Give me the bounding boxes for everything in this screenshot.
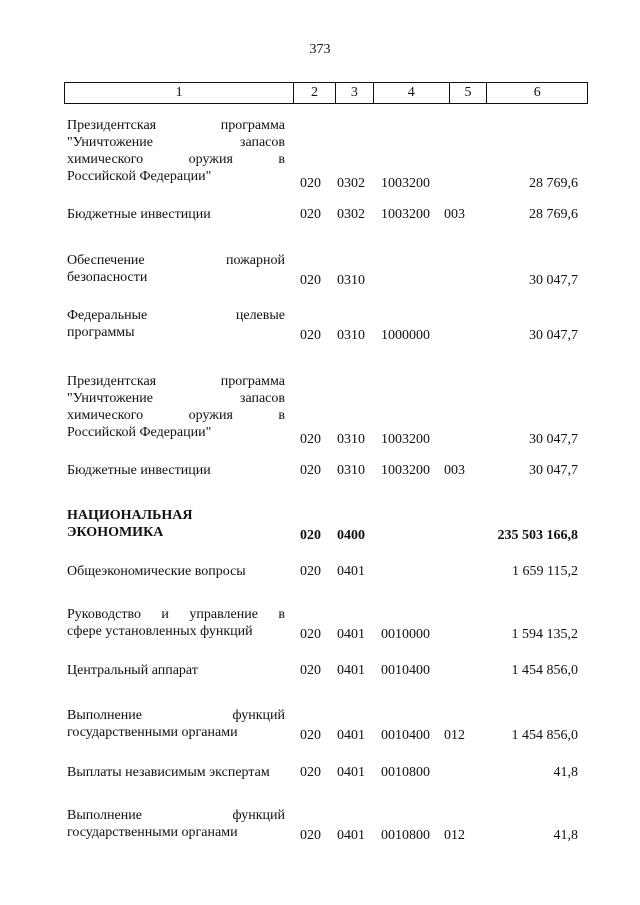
row-name [67,807,285,841]
row-name-line: государственными органами [67,725,238,740]
row-col-2: 020 [300,463,321,478]
row-col-2: 020 [300,828,321,843]
row-name-line: Выплаты независимым экспертам [67,765,270,780]
row-name-line: Выполнение функций [67,708,285,723]
header-col-3: 3 [336,83,374,103]
row-col-3: 0310 [337,273,365,288]
row-col-6: 41,8 [553,765,578,780]
row-col-2: 020 [300,564,321,579]
row-col-4: 0010800 [381,765,430,780]
row-col-6: 30 047,7 [529,273,578,288]
row-name-line: Бюджетные инвестиции [67,463,211,478]
row-name [67,563,285,580]
row-col-3: 0401 [337,564,365,579]
row-name-line: НАЦИОНАЛЬНАЯ [67,508,193,523]
header-col-6: 6 [533,85,541,100]
row-name-line: Общеэкономические вопросы [67,564,246,579]
row-name-line: Центральный аппарат [67,663,198,678]
row-name-line: Российской Федерации" [67,169,212,184]
header-col-4: 4 [374,83,450,103]
row-name-line: Президентская программа [67,374,285,389]
row-col-6: 28 769,6 [529,207,578,222]
row-name-line: программы [67,325,135,340]
row-col-3: 0401 [337,663,365,678]
row-col-5: 012 [444,828,465,843]
row-name-line: Президентская программа [67,118,285,133]
row-name [67,206,285,223]
row-col-3: 0302 [337,207,365,222]
row-col-2: 020 [300,207,321,222]
row-col-2: 020 [300,627,321,642]
row-name [67,117,285,185]
row-col-2: 020 [300,528,321,543]
row-col-4: 1003200 [381,176,430,191]
row-name-line: Обеспечение пожарной [67,253,285,268]
row-name-line: химического оружия в [67,408,285,423]
row-name-line: Выполнение функций [67,808,285,823]
row-col-2: 020 [300,176,321,191]
row-col-4: 1003200 [381,463,430,478]
row-name [67,764,285,781]
row-name [67,462,285,479]
row-col-6: 30 047,7 [529,328,578,343]
row-name-line: Бюджетные инвестиции [67,207,211,222]
row-col-4: 1003200 [381,207,430,222]
row-col-3: 0401 [337,828,365,843]
row-col-3: 0401 [337,728,365,743]
row-col-3: 0310 [337,328,365,343]
row-col-3: 0302 [337,176,365,191]
row-name [67,307,285,341]
row-col-3: 0401 [337,765,365,780]
row-name-line: ЭКОНОМИКА [67,525,164,540]
header-col-1: 1 [65,83,294,103]
row-col-2: 020 [300,663,321,678]
row-name-line: Руководство и управление в [67,607,285,622]
row-col-6: 30 047,7 [529,463,578,478]
row-col-4: 0010000 [381,627,430,642]
row-col-4: 1000000 [381,328,430,343]
row-col-6: 1 454 856,0 [511,728,578,743]
row-col-3: 0310 [337,463,365,478]
row-col-6: 30 047,7 [529,432,578,447]
row-col-2: 020 [300,728,321,743]
row-name [67,507,285,541]
row-name-line: государственными органами [67,825,238,840]
row-col-4: 1003200 [381,432,430,447]
row-col-4: 0010800 [381,828,430,843]
row-col-5: 003 [444,463,465,478]
row-col-2: 020 [300,432,321,447]
row-col-5: 003 [444,207,465,222]
row-name [67,606,285,640]
row-name [67,707,285,741]
row-col-2: 020 [300,328,321,343]
row-col-6: 1 594 135,2 [511,627,578,642]
row-col-3: 0310 [337,432,365,447]
page-number: 373 [309,42,331,57]
row-col-2: 020 [300,765,321,780]
row-col-2: 020 [300,273,321,288]
row-col-6: 1 454 856,0 [511,663,578,678]
header-col-5: 5 [450,83,488,103]
row-col-4: 0010400 [381,728,430,743]
row-col-6: 235 503 166,8 [497,528,578,543]
row-col-6: 41,8 [553,828,578,843]
row-col-3: 0400 [337,528,365,543]
row-name-line: сфере установленных функций [67,624,253,639]
row-name-line: химического оружия в [67,152,285,167]
row-name-line: "Уничтожение запасов [67,135,285,150]
row-col-3: 0401 [337,627,365,642]
row-name-line: безопасности [67,270,148,285]
header-col-2: 2 [294,83,336,103]
row-name [67,662,285,679]
row-col-4: 0010400 [381,663,430,678]
row-name-line: "Уничтожение запасов [67,391,285,406]
row-name-line: Российской Федерации" [67,425,212,440]
row-col-6: 28 769,6 [529,176,578,191]
row-name-line: Федеральные целевые [67,308,285,323]
row-name [67,252,285,286]
row-col-5: 012 [444,728,465,743]
row-name [67,373,285,441]
row-col-6: 1 659 115,2 [512,564,578,579]
